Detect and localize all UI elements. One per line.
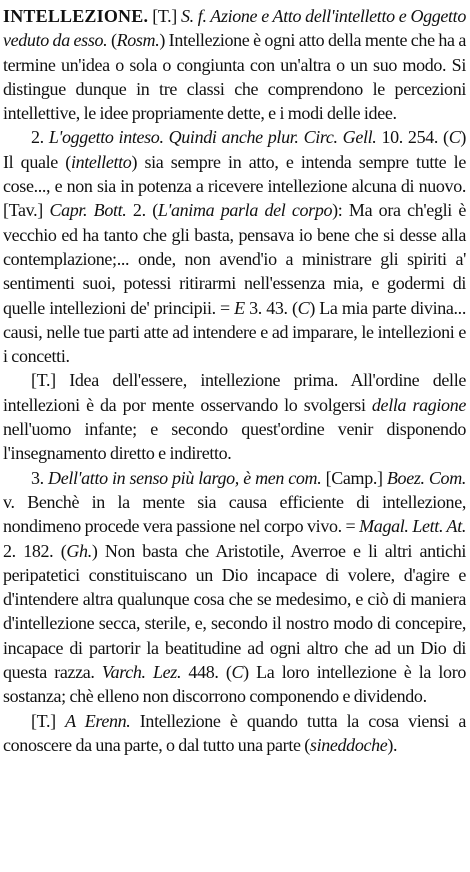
text-segment: ) Il quale ( [3, 127, 466, 172]
text-segment: ) La mia parte divina... causi, nelle tue parti atte ad intendere e ad imparare, le intellezioni e i concetti. [3, 297, 466, 367]
paragraph-body [3, 468, 466, 707]
text-segment: 2. [31, 127, 49, 148]
text-segment: v. Benchè in la mente sia causa efficiente di intellezione, nondimeno procede vera passione nel corpo vivo. = [3, 491, 466, 537]
text-segment: [Camp.] [321, 467, 387, 488]
text-segment: ). [387, 734, 398, 755]
italic-segment: Capr. Bott. [49, 200, 127, 221]
entry-paragraph-definition [3, 4, 466, 125]
text-segment: ) Intellezione è ogni atto della mente che ha a termine un'idea o sola o congiunta con un'altra o un suo modo. Si distingue dunque in tre classi che comprendono le percezioni intellettive, le idee propriamente dette, e i modi delle idee. [3, 30, 466, 124]
text-segment: ( [107, 30, 117, 51]
text-segment: 3. [31, 467, 49, 488]
text-segment: Intellezione è quando tutta la cosa viensi a conoscere da una parte, o dal tutto una parte ( [3, 710, 466, 755]
text-segment: 448. ( [181, 662, 232, 683]
italic-segment: Rosm. [116, 30, 160, 51]
paragraph-body [3, 370, 466, 463]
entry-paragraph-rhetoric [3, 709, 466, 758]
italic-segment: della ragione [371, 394, 466, 415]
text-segment: nell'uomo infante; e secondo quest'ordine venir disponendo l'insegnamento diretto e indiretto. [3, 419, 466, 464]
text-segment: 2. ( [126, 200, 158, 221]
italic-segment: Boez. Com. [386, 467, 466, 488]
italic-segment: sineddoche [309, 734, 388, 755]
paragraph-body [3, 127, 466, 366]
text-segment: ): Ma ora ch'egli è vecchio ed ha tanto che gli basta, pensava io bene che si desse alla contemplazione;... onde, non avend'io a ministrare gli spiriti a' sentimenti suoi, potessi ritirarmi nell'essenza mia, e godermi di quelle intellezioni de' principii. = [3, 200, 466, 318]
headword: INTELLEZIONE. [3, 6, 149, 26]
text-segment: [T.] [152, 6, 181, 26]
italic-segment: C [231, 662, 244, 683]
entry-paragraph-sense-2 [3, 125, 466, 368]
italic-segment: L'oggetto inteso. Quindi anche plur. Circ. Gell. [48, 127, 377, 148]
text-segment: 10. 254. ( [376, 127, 449, 148]
text-segment: [T.] Idea dell'essere, intellezione prima. All'ordine delle intellezioni è da por mente osservando lo svolgersi [3, 370, 466, 415]
italic-segment: intelletto [70, 151, 132, 172]
italic-segment: Magal. Lett. At. [359, 516, 466, 537]
text-segment: 2. 182. ( [3, 540, 67, 561]
paragraph-body [3, 711, 466, 755]
italic-segment: S. f. Azione e Atto dell'intelletto e Oggetto veduto da esso. [3, 6, 466, 51]
italic-segment: Gh. [66, 540, 92, 561]
italic-segment: Varch. Lez. [101, 662, 182, 683]
italic-segment: C [448, 127, 461, 148]
italic-segment: E [234, 297, 245, 318]
text-segment: ) La loro intellezione è la loro sostanza; chè elleno non discorrono componendo e dividendo. [3, 662, 466, 707]
text-segment: ) sia sempre in atto, e intenda sempre tutte le cose..., e non sia in potenza a ricevere intellezione alcuna di nuovo. [Tav.] [3, 151, 466, 221]
italic-segment: L'anima parla del corpo [157, 200, 333, 221]
italic-segment: C [297, 297, 310, 318]
text-segment: [T.] [31, 710, 66, 731]
entry-paragraph-note [3, 368, 466, 465]
italic-segment: A Erenn. [65, 710, 131, 731]
text-segment: 3. 43. ( [244, 297, 298, 318]
text-segment: ) Non basta che Aristotile, Averroe e li altri antichi peripatetici constituiscano un Dio incapace di volere, d'agire e d'intendere altra qualunque cosa che se medesimo, e ciò di maniera d'intellezione secca, sterile, e, secondo il nostro modo di concepire, incapace di partorir la beatitudine ad ogni altro che ad un Dio di questa razza. [3, 540, 466, 683]
italic-segment: Dell'atto in senso più largo, è men com. [48, 467, 322, 488]
entry-paragraph-sense-3 [3, 466, 466, 709]
